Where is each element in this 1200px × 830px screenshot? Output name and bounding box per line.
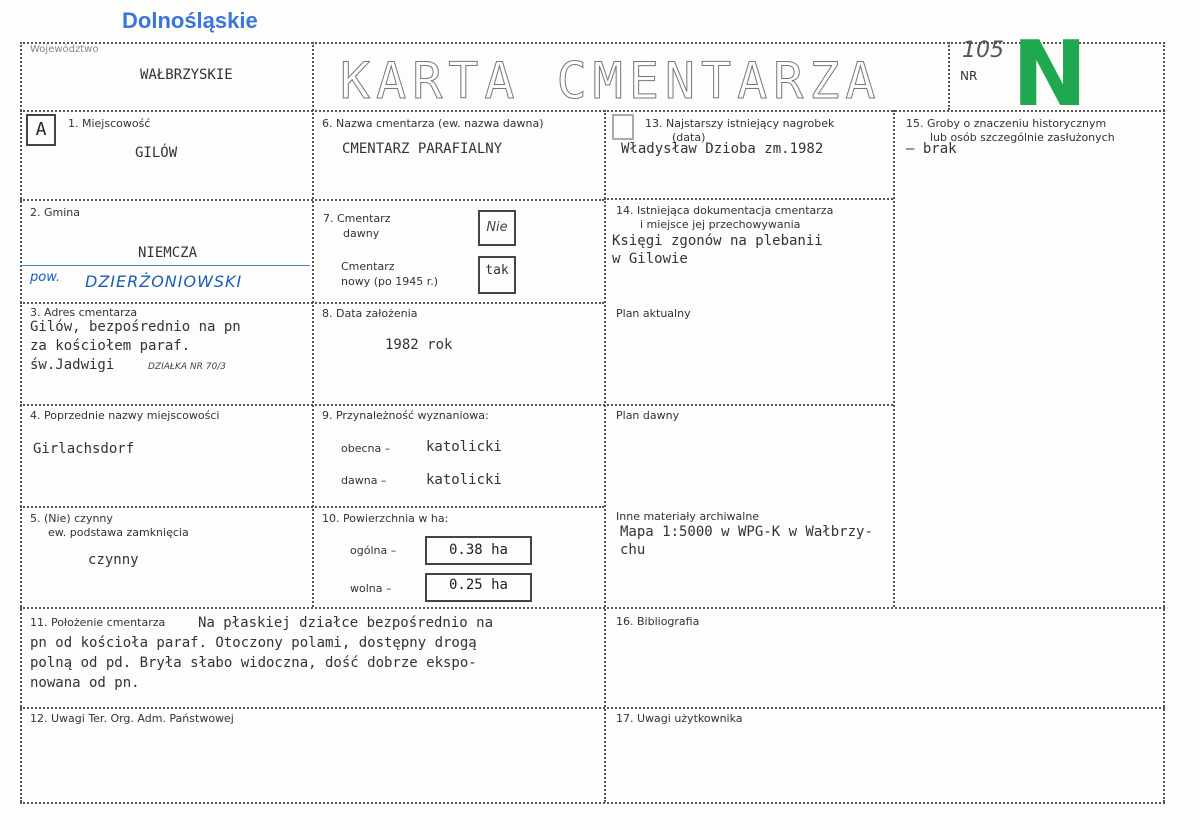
field-11-line-3: polną od pd. Bryła słabo widoczna, dość dobrze ekspo- [30, 655, 477, 671]
voivodeship-value: WAŁBRZYSKIE [140, 67, 233, 83]
county-label: pow. [30, 270, 61, 285]
field-13-marker [612, 114, 634, 140]
field-8-label: 8. Data założenia [322, 307, 418, 320]
current-plan-label: Plan aktualny [616, 307, 691, 320]
field-13-label: 13. Najstarszy istniejący nagrobek [645, 117, 835, 130]
header-divider [20, 110, 1165, 112]
field-13-sublabel: (data) [672, 131, 706, 144]
field-1-label: 1. Miejscowość [68, 117, 151, 130]
category-letter-n: N [1012, 22, 1088, 127]
field-12-label: 12. Uwagi Ter. Org. Adm. Państwowej [30, 712, 234, 725]
col-divider-1 [312, 42, 314, 607]
archival-materials-line-1: Mapa 1:5000 w WPG-K w Wałbrzy- [620, 524, 873, 540]
row-divider-11 [20, 607, 1165, 609]
field-6-label: 6. Nazwa cmentarza (ew. nazwa dawna) [322, 117, 544, 130]
field-3-line-3: św.Jadwigi [30, 357, 115, 373]
field-4-label: 4. Poprzednie nazwy miejscowości [30, 409, 220, 422]
archival-materials-line-2: chu [620, 542, 646, 558]
field-10-free-label: wolna – [350, 582, 392, 595]
field-14-line-1: Księgi zgonów na plebanii [612, 233, 823, 249]
col-divider-3 [893, 110, 895, 607]
field-15-value: – brak [906, 141, 957, 157]
field-1-value: GILÓW [135, 145, 178, 161]
field-5-sublabel: ew. podstawa zamknięcia [48, 526, 189, 539]
field-16-label: 16. Bibliografia [616, 615, 700, 628]
field-7-new-label: Cmentarz [341, 260, 395, 273]
field-2-label: 2. Gmina [30, 206, 80, 219]
field-17-label: 17. Uwagi użytkownika [616, 712, 743, 725]
field-3-plot-note: DZIAŁKA NR 70/3 [148, 362, 226, 372]
field-11-line-2: pn od kościoła paraf. Otoczony polami, dostępny drogą [30, 635, 477, 651]
field-4-value: Girlachsdorf [33, 441, 135, 457]
field-14-label: 14. Istniejąca dokumentacja cmentarza [616, 204, 834, 217]
field-9-current-value: katolicki [426, 439, 502, 455]
field-15-sublabel: lub osób szczególnie zasłużonych [930, 131, 1115, 144]
row-divider-b [20, 302, 604, 304]
field-9-label: 9. Przynależność wyznaniowa: [322, 409, 489, 422]
field-9-current-label: obecna – [341, 442, 391, 455]
section-letter-box: A [26, 114, 56, 146]
field-10-label: 10. Powierzchnia w ha: [322, 512, 449, 525]
field-9-former-label: dawna – [341, 474, 387, 487]
card-title: KARTA CMENTARZA [340, 52, 882, 110]
col-divider-2 [604, 110, 606, 802]
field-11-line-1: Na płaskiej działce bezpośrednio na [198, 615, 494, 631]
field-7-new-sublabel: nowy (po 1945 r.) [341, 275, 438, 288]
county-underline [20, 265, 310, 266]
voivodeship-label: Województwo [30, 44, 99, 55]
nr-divider [948, 42, 950, 110]
field-3-label: 3. Adres cmentarza [30, 306, 138, 319]
archival-materials-label: Inne materiały archiwalne [616, 510, 760, 523]
region-stamp: Dolnośląskie [122, 8, 258, 33]
field-5-value: czynny [88, 552, 139, 568]
field-2-value: NIEMCZA [138, 245, 198, 261]
field-7-old-sublabel: dawny [343, 227, 380, 240]
row-divider-c [20, 404, 893, 406]
field-9-former-value: katolicki [426, 472, 502, 488]
field-3-line-2: za kościołem paraf. [30, 338, 191, 354]
field-10-total-value: 0.38 ha [425, 536, 532, 565]
field-11-label: 11. Położenie cmentarza [30, 616, 166, 629]
former-plan-label: Plan dawny [616, 409, 680, 422]
frame-left [20, 42, 22, 802]
new-cemetery-checkbox: tak [478, 256, 516, 294]
field-6-value: CMENTARZ PARAFIALNY [342, 141, 503, 157]
old-cemetery-checkbox: Nie [478, 210, 516, 246]
field-8-value: 1982 rok [385, 337, 453, 353]
row-divider-d [20, 506, 604, 508]
field-15-label: 15. Groby o znaczeniu historycznym [906, 117, 1107, 130]
field-5-label: 5. (Nie) czynny [30, 512, 113, 525]
field-11-line-4: nowana od pn. [30, 675, 140, 691]
frame-right [1163, 42, 1165, 802]
field-14-sublabel: i miejsce jej przechowywania [640, 218, 801, 231]
row-divider-13 [604, 198, 893, 200]
nr-label: NR [960, 69, 978, 83]
field-13-value: Władysław Dzioba zm.1982 [621, 141, 824, 157]
field-10-total-label: ogólna – [350, 544, 397, 557]
county-value: DZIERŻONIOWSKI [85, 272, 243, 291]
row-divider-12 [20, 707, 1165, 709]
field-7-old-label: 7. Cmentarz [323, 212, 391, 225]
field-14-line-2: w Gilowie [612, 251, 688, 267]
row-divider-a [20, 199, 604, 201]
frame-bottom [20, 802, 1165, 804]
handwritten-number: 105 [962, 38, 1004, 63]
field-3-line-1: Gilów, bezpośrednio na pn [30, 319, 241, 335]
field-10-free-value: 0.25 ha [425, 573, 532, 602]
